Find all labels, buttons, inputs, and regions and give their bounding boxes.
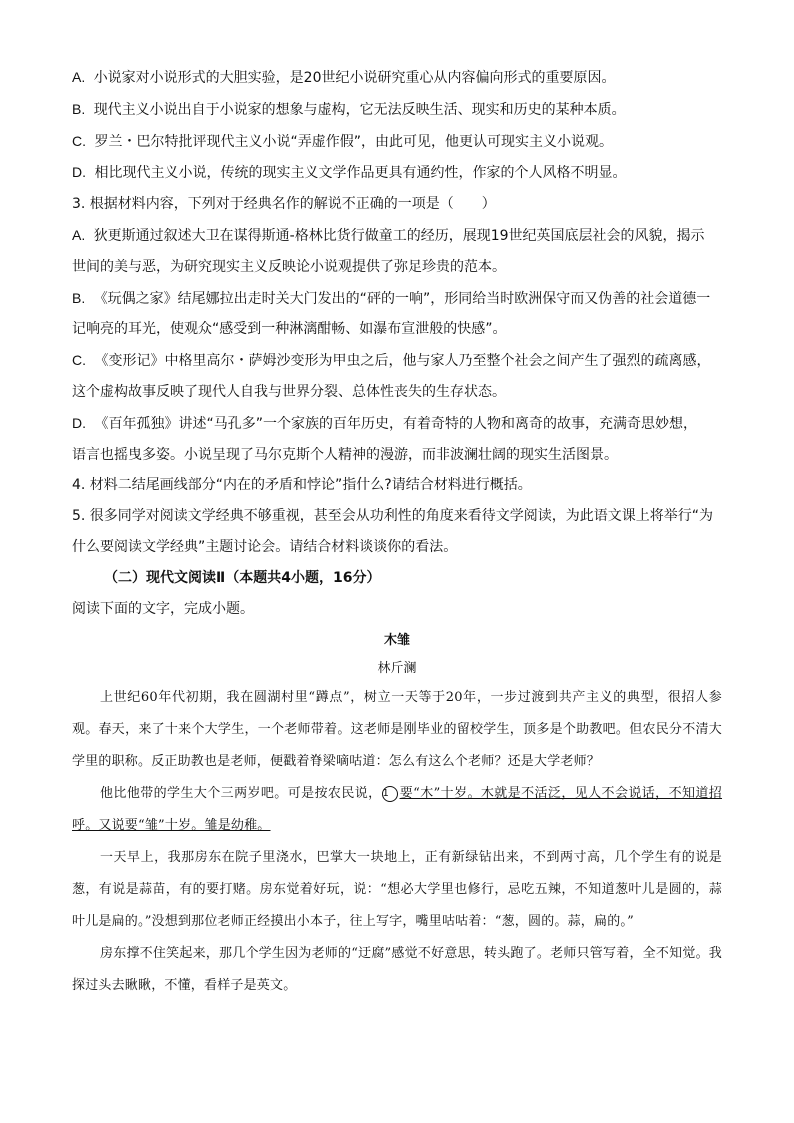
option-label: C. — [72, 132, 86, 149]
option-text-line2: 世间的美与恶，为研究现实主义反映论小说观提供了弥足珍贵的范本。 — [72, 258, 506, 275]
q3-option-b — [72, 283, 722, 346]
option-label: A. — [72, 226, 86, 243]
q2-option-c — [72, 126, 722, 158]
option-label: D. — [72, 164, 86, 181]
story-paragraph: 上世纪60年代初期，我在圆湖村里“蹲点”，树立一天等于20年，一步过渡到共产主义的典型，很招人参观。春天，来了十来个大学生，一个老师带着。这老师是刚毕业的留校学生，顶多是个助教吧。但农民分不清大学里的职称。反正助教也是老师，便戳着脊梁嘀咕道：怎么有这么个老师？还是大学老师？ — [72, 690, 722, 770]
q3-option-d — [72, 408, 722, 471]
q5-text — [72, 501, 722, 563]
section-title: （二）现代文阅读Ⅱ（本题共4小题，16分） — [104, 569, 381, 586]
story-paragraph: 房东撑不住笑起来，那几个学生因为老师的“迂腐”感觉不好意思，转头跑了。老师只管写着，全不知觉。我探过头去瞅瞅，不懂，看样子是英文。 — [72, 946, 722, 994]
story-body — [72, 682, 722, 1002]
option-label: A. — [72, 69, 86, 85]
option-text-line2: 语言也摇曳多姿。小说呈现了马尔克斯个人精神的漫游，而非波澜壮阔的现实生活图景。 — [72, 446, 618, 463]
option-label: D. — [72, 414, 86, 431]
q2-option-b — [72, 94, 722, 126]
option-text: 相比现代主义小说，传统的现实主义文学作品更具有通约性，作家的个人风格不明显。 — [94, 165, 627, 182]
option-text-line1: 狄更斯通过叙述大卫在谋得斯通-格林比货行做童工的经历，展现19世纪英国底层社会的风貌，揭示 — [93, 227, 705, 244]
q3-option-c — [72, 345, 722, 408]
option-label: B. — [72, 100, 86, 117]
option-text: 小说家对小说形式的大胆实验，是20世纪小说研究重心从内容偏向形式的重要原因。 — [93, 70, 616, 86]
story-title: 木雏 — [383, 633, 410, 649]
q3-stem: 3. 根据材料内容，下列对于经典名作的解说不正确的一项是（ ） — [72, 196, 496, 213]
circled-number-marker: 1 — [382, 786, 398, 802]
option-label: B. — [72, 289, 86, 306]
q3-option-a — [72, 220, 722, 283]
story-paragraph: 一天早上，我那房东在院子里浇水，巴掌大一块地上，正有新绿钻出来，不到两寸高，几个学生有的说是葱，有说是蒜苗，有的要打赌。房东觉着好玩，说：“想必大学里也修行，忌吃五辣，不知道葱叶儿是圆的，蒜叶儿是扁的。”没想到那位老师正经摸出小本子，往上写字，嘴里咕咕着：“葱，圆的。蒜，扁的。” — [72, 850, 722, 930]
option-text-line2: 记响亮的耳光，使观众“感受到一种淋漓酣畅、如瀑布宣泄般的快感”。 — [72, 321, 507, 338]
story-paragraph-underlined — [72, 778, 722, 842]
q2-option-d — [72, 157, 722, 189]
option-text: 现代主义小说出自于小说家的想象与虚构，它无法反映生活、现实和历史的某种本质。 — [93, 101, 626, 118]
q5-line2: 什么要阅读文学经典”主题讨论会。请结合材料谈谈你的看法。 — [72, 538, 458, 555]
paragraph-text: 他比他带的学生大个三两岁吧。可是按农民说， — [100, 786, 382, 802]
option-text-line1: 《变形记》中格里高尔・萨姆沙变形为甲虫之后，他与家人乃至整个社会之间产生了强烈的疏离感， — [94, 353, 711, 370]
story-author: 林斤澜 — [377, 661, 417, 677]
section-instruction: 阅读下面的文字，完成小题。 — [72, 600, 254, 617]
q5-line1: 5. 很多同学对阅读文学经典不够重视，甚至会从功利性的角度来看待文学阅读，为此语文课上将举行“为 — [72, 508, 714, 525]
option-text: 罗兰・巴尔特批评现代主义小说“弄虚作假”，由此可见，他更认可现实主义小说观。 — [94, 133, 613, 150]
document-page — [72, 62, 722, 1002]
option-label: C. — [72, 352, 86, 369]
option-text-line1: 《百年孤独》讲述“马孔多”一个家族的百年历史，有着奇特的人物和离奇的故事，充满奇思妙想， — [94, 415, 697, 432]
option-text-line2: 这个虚构故事反映了现代人自我与世界分裂、总体性丧失的生存状态。 — [72, 383, 506, 400]
q2-option-a — [72, 62, 722, 94]
underlined-text: 要“木”十岁。木就是不活泛，见人不会说话，不知道招呼。又说要“雏”十岁。雏是幼稚。 — [72, 786, 723, 834]
option-text-line1: 《玩偶之家》结尾娜拉出走时关大门发出的“砰的一响”，形同给当时欧洲保守而又伪善的社会道德一 — [93, 290, 711, 307]
q4-text: 4. 材料二结尾画线部分“内在的矛盾和悖论”指什么?请结合材料进行概括。 — [72, 477, 532, 494]
